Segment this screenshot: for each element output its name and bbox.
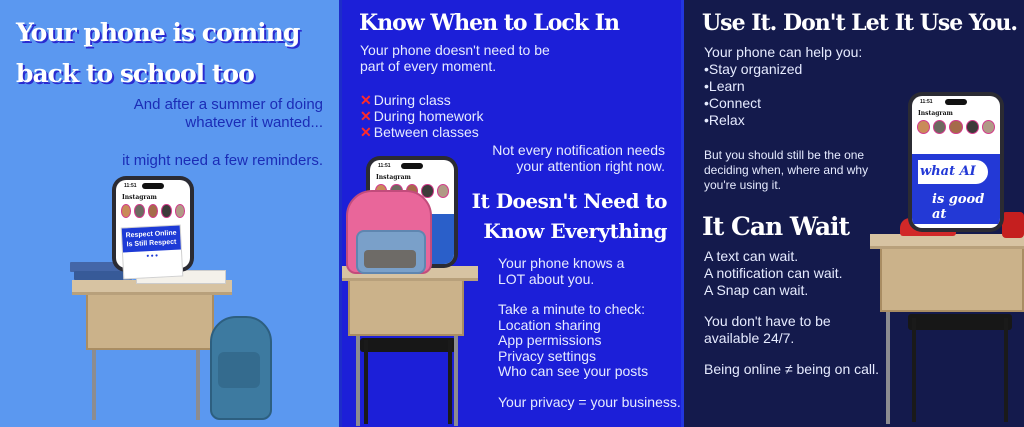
ai-banner-line2: is good at <box>932 192 985 222</box>
moment-label: Between classes <box>373 124 479 140</box>
text-line: deciding when, where and why <box>704 163 869 177</box>
panel3-heading: It Can Wait <box>702 212 850 241</box>
phone-time: 11:51 <box>378 163 391 169</box>
check-item: App permissions <box>498 332 602 348</box>
panel2-privacy-text <box>498 256 681 410</box>
text-line: A text can wait. <box>704 248 799 264</box>
wait-text <box>704 248 879 378</box>
backpack-pocket <box>218 352 260 388</box>
bullet-item: •Stay organized <box>704 61 803 77</box>
text-line: whatever it wanted... <box>185 114 323 131</box>
ai-banner-line1: what AI <box>920 164 976 179</box>
text-line: part of every moment. <box>360 58 497 74</box>
chair-icon <box>908 314 1012 330</box>
poster-title <box>122 226 181 253</box>
desk-drawer <box>348 278 464 336</box>
phone-app-name: Instagram <box>918 110 953 117</box>
text-line: And after a summer of doing <box>133 96 323 113</box>
poster <box>121 224 184 279</box>
heading-line: It Doesn't Need to <box>471 189 667 213</box>
text-line: Your phone knows a <box>498 255 625 271</box>
panel3-title: Use It. Don't Let It Use You. <box>702 10 1018 36</box>
poster-line: Respect Online <box>125 229 177 240</box>
panel1-title <box>16 12 336 94</box>
x-mark-icon: ✕ <box>360 92 372 108</box>
check-item: Location sharing <box>498 316 601 333</box>
panel1-text-2: it might need a few reminders. <box>122 152 323 169</box>
phone-time: 11:51 <box>920 99 933 105</box>
closing-line: Your privacy = your business. <box>498 393 681 410</box>
backpack-front <box>364 250 416 268</box>
panel-lock-in <box>342 0 684 427</box>
desk-drawer <box>86 288 214 350</box>
phone-app-name: Instagram <box>122 194 157 201</box>
phone-notch <box>142 183 164 189</box>
text-line: Take a minute to check: <box>498 301 646 317</box>
text-line: Not every notification needs <box>492 142 665 158</box>
moments-list <box>360 92 483 140</box>
panel2-note <box>492 142 665 174</box>
story-row <box>917 120 995 134</box>
text-line: you're using it. <box>704 178 781 192</box>
phone-notch <box>401 163 423 169</box>
panel1-text-1 <box>134 96 323 132</box>
check-item: Who can see your posts <box>498 363 649 379</box>
chair-icon <box>360 338 456 352</box>
panel-back-to-school <box>0 0 342 427</box>
closing-line: Being online ≠ being on call. <box>704 361 880 377</box>
x-mark-icon: ✕ <box>360 124 372 140</box>
phone-notch <box>945 99 967 105</box>
title-line: Your phone is coming <box>16 18 300 47</box>
moment-item <box>360 92 483 108</box>
bullet-item: •Connect <box>704 95 762 111</box>
chair-leg <box>1004 318 1008 422</box>
title-line: back to school too <box>16 59 254 88</box>
check-item: Privacy settings <box>498 347 597 364</box>
moment-item <box>360 108 483 124</box>
text-line: LOT about you. <box>498 270 595 287</box>
moment-label: During homework <box>373 108 484 124</box>
bullet-item: •Learn <box>704 78 745 94</box>
panel2-intro <box>360 42 550 74</box>
text-line: A Snap can wait. <box>704 282 809 298</box>
text-line: Your phone can help you: <box>704 44 863 60</box>
text-line: available 24/7. <box>704 330 795 346</box>
panel2-heading <box>472 186 667 246</box>
text-line: Your phone doesn't need to be <box>360 42 550 58</box>
chair-leg <box>364 340 368 424</box>
phone-time: 11:51 <box>124 183 137 189</box>
decide-text <box>704 148 868 193</box>
panel-use-it <box>684 0 1024 427</box>
text-line: You don't have to be <box>704 313 831 329</box>
poster-subtext: ● ● ● <box>146 252 159 260</box>
phone-app-name: Instagram <box>376 174 411 181</box>
bullet-item: •Relax <box>704 112 745 128</box>
moment-item <box>360 124 483 140</box>
x-mark-icon: ✕ <box>360 108 372 124</box>
phone-icon <box>908 92 1004 232</box>
desk-drawer <box>880 244 1024 312</box>
heading-line: Know Everything <box>483 219 667 243</box>
text-line: your attention right now. <box>516 158 665 174</box>
poster-line: Is Still Respect <box>126 238 177 249</box>
desk-top <box>870 234 1024 249</box>
panel2-title: Know When to Lock In <box>359 10 619 36</box>
chair-leg <box>448 340 452 424</box>
story-row <box>121 204 185 218</box>
help-list <box>704 44 862 129</box>
text-line: A notification can wait. <box>704 265 843 281</box>
moment-label: During class <box>373 92 451 108</box>
phone-screen <box>912 96 1000 228</box>
red-item <box>1002 212 1024 238</box>
chair-leg <box>912 318 916 422</box>
text-line: But you should still be the one <box>704 148 865 162</box>
